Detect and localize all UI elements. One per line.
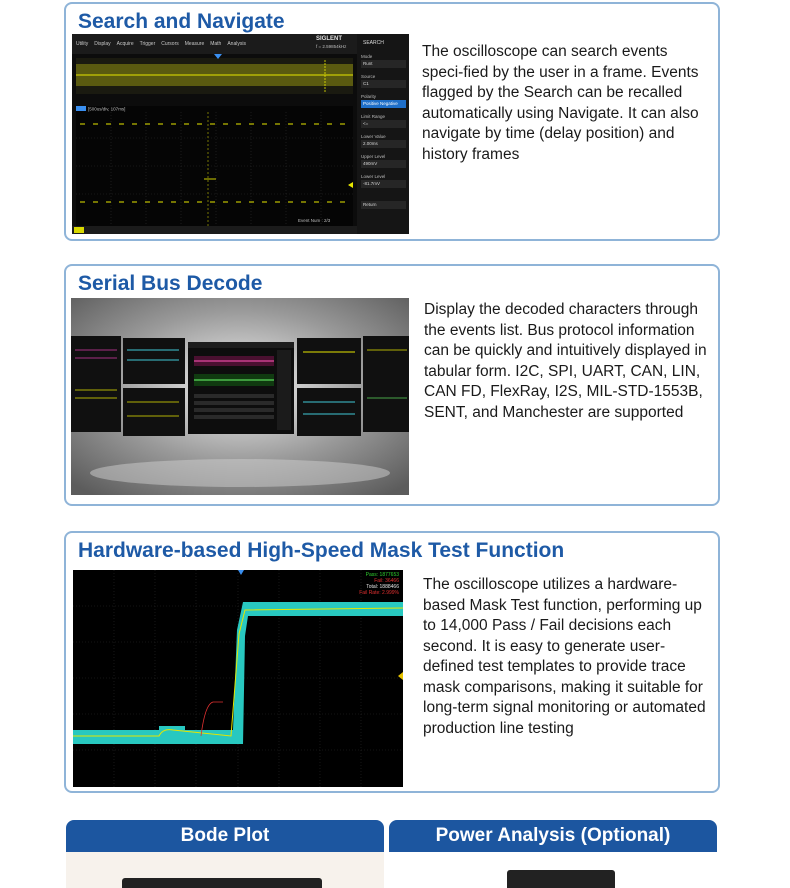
mask-waveform xyxy=(73,570,403,787)
panel-lower-level[interactable]: Lower Level -81.7mV xyxy=(361,174,406,188)
menu-acquire: Acquire xyxy=(116,41,134,47)
panel-return-button[interactable]: Return xyxy=(361,200,406,209)
zoom-label: [500us/div, 107ms] xyxy=(88,106,126,112)
section-description: The oscilloscope can search events speci-fied by the user in a frame. Events flagged by the Search can be recalled automatically using Navigate. It can also navigate by time (delay position) and history frames xyxy=(422,43,699,163)
scope-status-bar xyxy=(72,226,357,234)
bode-plot-image xyxy=(66,852,384,888)
decode-screen-left-bottom xyxy=(123,388,185,436)
menu-measure: Measure xyxy=(184,41,205,47)
decode-screen-right-outer xyxy=(363,336,409,432)
bode-scope-device xyxy=(122,878,322,888)
panel-limit-range[interactable]: Limit Range <= xyxy=(361,114,406,128)
scope-frequency: f = 2.59854kHz xyxy=(316,44,347,49)
section-description: Display the decoded characters through the events list. Bus protocol information can be quickly and intuitively displayed in tabular form. I2C, SPI, UART, CAN, LIN, CAN FD, FlexRay, I2S, MIL-STD-1553B, SENT, and Manchester are supported xyxy=(424,301,707,421)
mask-test-screenshot xyxy=(73,570,403,787)
scope-waveform-area xyxy=(76,54,353,226)
menu-display: Display xyxy=(94,41,111,47)
panel-mode[interactable]: Mode Runt xyxy=(361,54,406,68)
scope-search-panel xyxy=(357,34,409,234)
panel-source[interactable]: Source C1 xyxy=(361,74,406,88)
panel-upper-level[interactable]: Upper Level 490mV xyxy=(361,154,406,168)
power-scope-device xyxy=(507,870,615,888)
section-description: The oscilloscope utilizes a hardware-based Mask Test function, performing up to 14,000 Pass / Fail decisions each second. It is easy to generate user-defined test templates to provide trace mask comparisons, making it suitable for long-term signal monitoring or automated production line testing xyxy=(423,576,706,737)
menu-math: Math xyxy=(210,41,222,47)
bode-plot-banner: Bode Plot xyxy=(66,820,384,852)
mask-pass-count: Pass: 1877653 xyxy=(365,572,399,578)
trigger-marker-icon xyxy=(238,570,244,575)
decode-floor-glow xyxy=(90,459,390,487)
decode-screen-left-outer xyxy=(71,336,121,432)
zoom-badge xyxy=(76,106,86,111)
serial-decode-image xyxy=(71,298,409,495)
section-title: Hardware-based High-Speed Mask Test Function xyxy=(78,539,565,562)
menu-cursors: Cursors xyxy=(161,41,179,47)
section-title: Serial Bus Decode xyxy=(78,272,263,295)
mask-template-band xyxy=(73,602,403,744)
menu-analysis: Analysis xyxy=(227,41,246,47)
panel-lower-value[interactable]: Lower Value 2.00ms xyxy=(361,134,406,148)
mask-fail-rate: Fail Rate: 2.999% xyxy=(359,590,399,596)
event-number: Event Num : 2/3 xyxy=(298,218,331,223)
panel-polarity[interactable]: Polarity Positive Negative xyxy=(361,94,406,108)
power-analysis-banner: Power Analysis (Optional) xyxy=(389,820,717,852)
power-analysis-image xyxy=(389,852,717,888)
decode-screen-right-bottom xyxy=(297,388,361,436)
mask-total-count: Total: 1888466 xyxy=(366,584,399,590)
oscilloscope-search-screenshot xyxy=(72,34,409,234)
menu-utility: Utility xyxy=(76,41,89,47)
decode-screen-left-top xyxy=(123,338,185,384)
menu-trigger: Trigger xyxy=(139,41,156,47)
panel-title: SEARCH xyxy=(363,40,384,46)
decode-screen-right-top xyxy=(297,338,361,384)
mask-fail-count: Fail: 36466 xyxy=(374,578,399,584)
scope-brand: SIGLENT xyxy=(316,36,343,42)
section-title: Search and Navigate xyxy=(78,10,285,33)
decode-screen-center xyxy=(188,342,294,434)
channel-1-badge[interactable] xyxy=(74,227,84,233)
level-marker-icon xyxy=(398,672,403,680)
